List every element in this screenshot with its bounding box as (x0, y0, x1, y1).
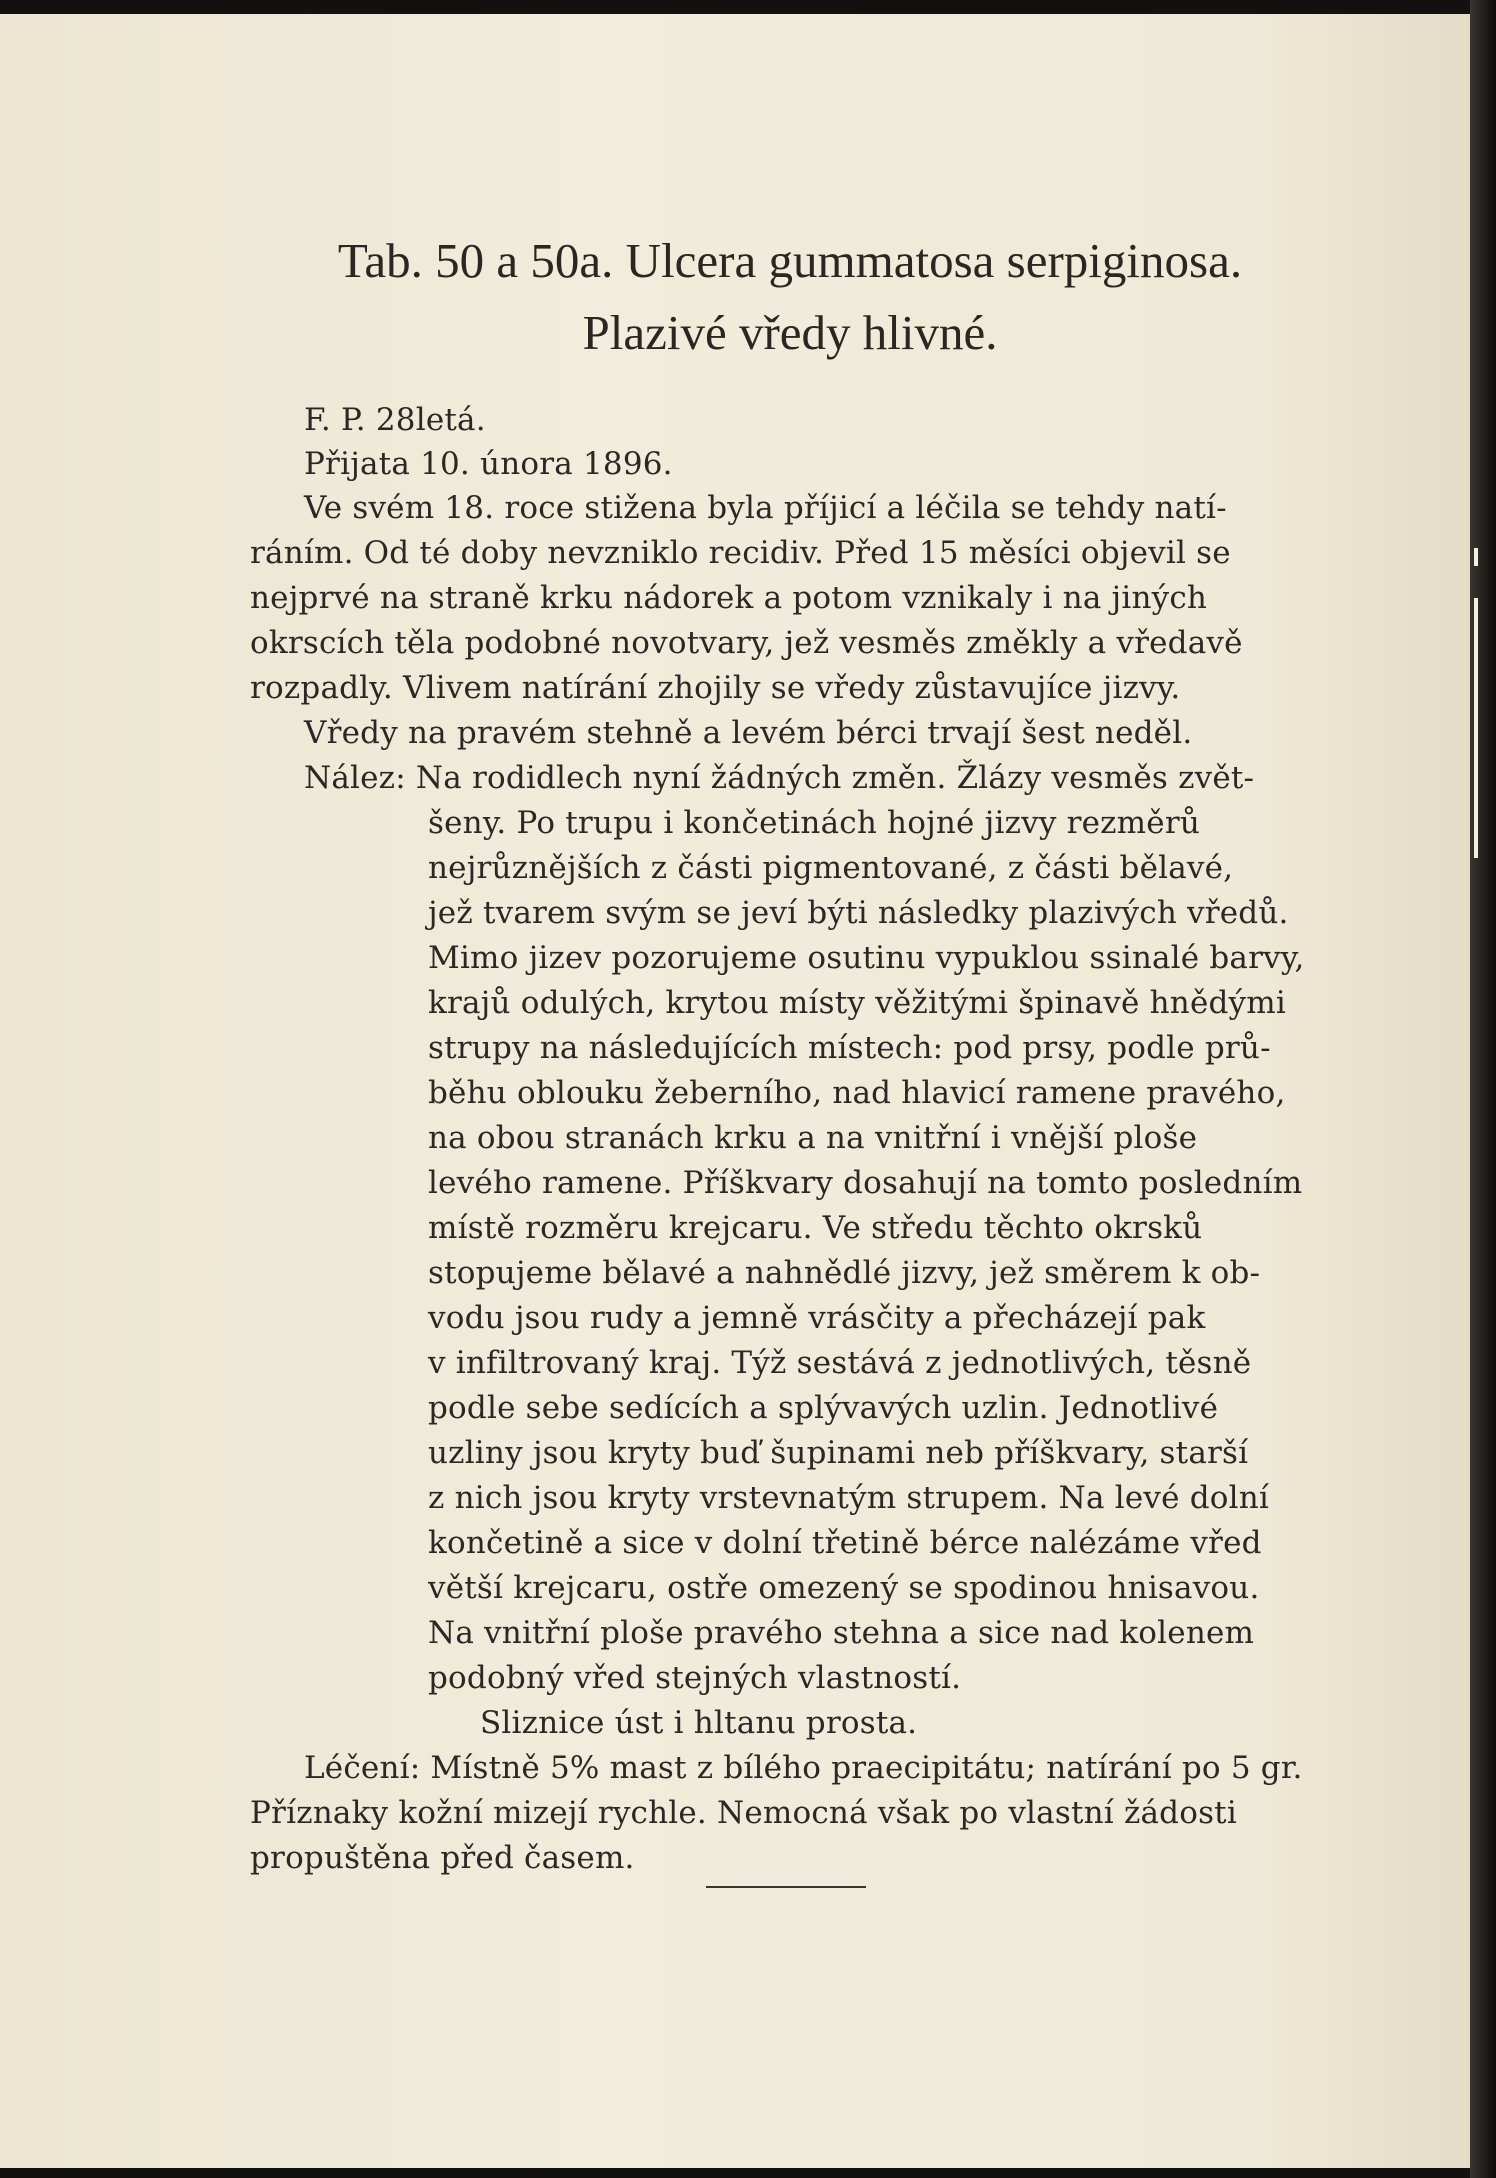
text-line: Ve svém 18. roce stižena byla příjicí a léčila se tehdy natí- (304, 490, 1227, 526)
text-line: nejrůznějších z části pigmentované, z části bělavé, (428, 850, 1234, 886)
closing-rule (706, 1886, 866, 1888)
text-line: jež tvarem svým se jeví býti následky plazivých vředů. (428, 895, 1289, 931)
text-line: větší krejcaru, ostře omezený se spodinou hnisavou. (428, 1570, 1260, 1606)
text-line: podobný vřed stejných vlastností. (428, 1660, 962, 1696)
text-line: propuštěna před časem. (250, 1840, 635, 1876)
text-line: Vředy na pravém stehně a levém bérci trvají šest neděl. (304, 715, 1193, 751)
text-line: Přijata 10. února 1896. (304, 446, 673, 482)
text-line: Léčení: Místně 5% mast z bílého praecipitátu; natírání po 5 gr. (304, 1750, 1303, 1786)
text-line: strupy na následujících místech: pod prsy, podle prů- (428, 1030, 1271, 1066)
text-line: končetině a sice v dolní třetině bérce nalézáme vřed (428, 1525, 1262, 1561)
text-line: šeny. Po trupu i končetinách hojné jizvy rezměrů (428, 805, 1201, 841)
text-line: F. P. 28letá. (304, 402, 486, 438)
text-line: Sliznice úst i hltanu prosta. (480, 1705, 918, 1741)
text-line: uzliny jsou kryty buď šupinami neb příškvary, starší (428, 1435, 1249, 1471)
text-line: na obou stranách krku a na vnitřní i vnější ploše (428, 1120, 1198, 1156)
text-line: Mimo jizev pozorujeme osutinu vypuklou ssinalé barvy, (428, 940, 1305, 976)
text-line: běhu oblouku žeberního, nad hlavicí ramene pravého, (428, 1075, 1286, 1111)
page-title-line-1: Tab. 50 a 50a. Ulcera gummatosa serpiginosa. (337, 233, 1243, 288)
page-edge (1470, 0, 1496, 2178)
page-title-line-2: Plazivé vředy hlivné. (582, 305, 998, 360)
text-line: z nich jsou kryty vrstevnatým strupem. Na levé dolní (428, 1480, 1269, 1516)
text-line: Nález: Na rodidlech nyní žádných změn. Žlázy vesměs zvět- (304, 760, 1255, 796)
text-line: Na vnitřní ploše pravého stehna a sice nad kolenem (428, 1615, 1255, 1651)
text-line: okrscích těla podobné novotvary, jež vesměs změkly a vředavě (250, 625, 1243, 661)
text-line: v infiltrovaný kraj. Týž sestává z jednotlivých, těsně (428, 1345, 1252, 1381)
edge-artifact (1474, 598, 1478, 858)
edge-artifact (1474, 548, 1478, 566)
text-line: levého ramene. Příškvary dosahují na tomto posledním (428, 1165, 1303, 1201)
text-line: místě rozměru krejcaru. Ve středu těchto okrsků (428, 1210, 1203, 1246)
text-line: stopujeme bělavé a nahnědlé jizvy, jež směrem k ob- (428, 1255, 1261, 1291)
text-line: ráním. Od té doby nevzniklo recidiv. Před 15 měsíci objevil se (250, 535, 1231, 571)
text-line: rozpadly. Vlivem natírání zhojily se vředy zůstavujíce jizvy. (250, 670, 1181, 706)
text-line: Příznaky kožní mizejí rychle. Nemocná však po vlastní žádosti (250, 1795, 1237, 1831)
text-line: podle sebe sedících a splývavých uzlin. Jednotlivé (428, 1390, 1219, 1426)
text-line: nejprvé na straně krku nádorek a potom vznikaly i na jiných (250, 580, 1208, 616)
text-line: krajů odulých, krytou místy věžitými špinavě hnědými (428, 985, 1286, 1021)
text-line: vodu jsou rudy a jemně vrásčity a přecházejí pak (428, 1300, 1206, 1336)
